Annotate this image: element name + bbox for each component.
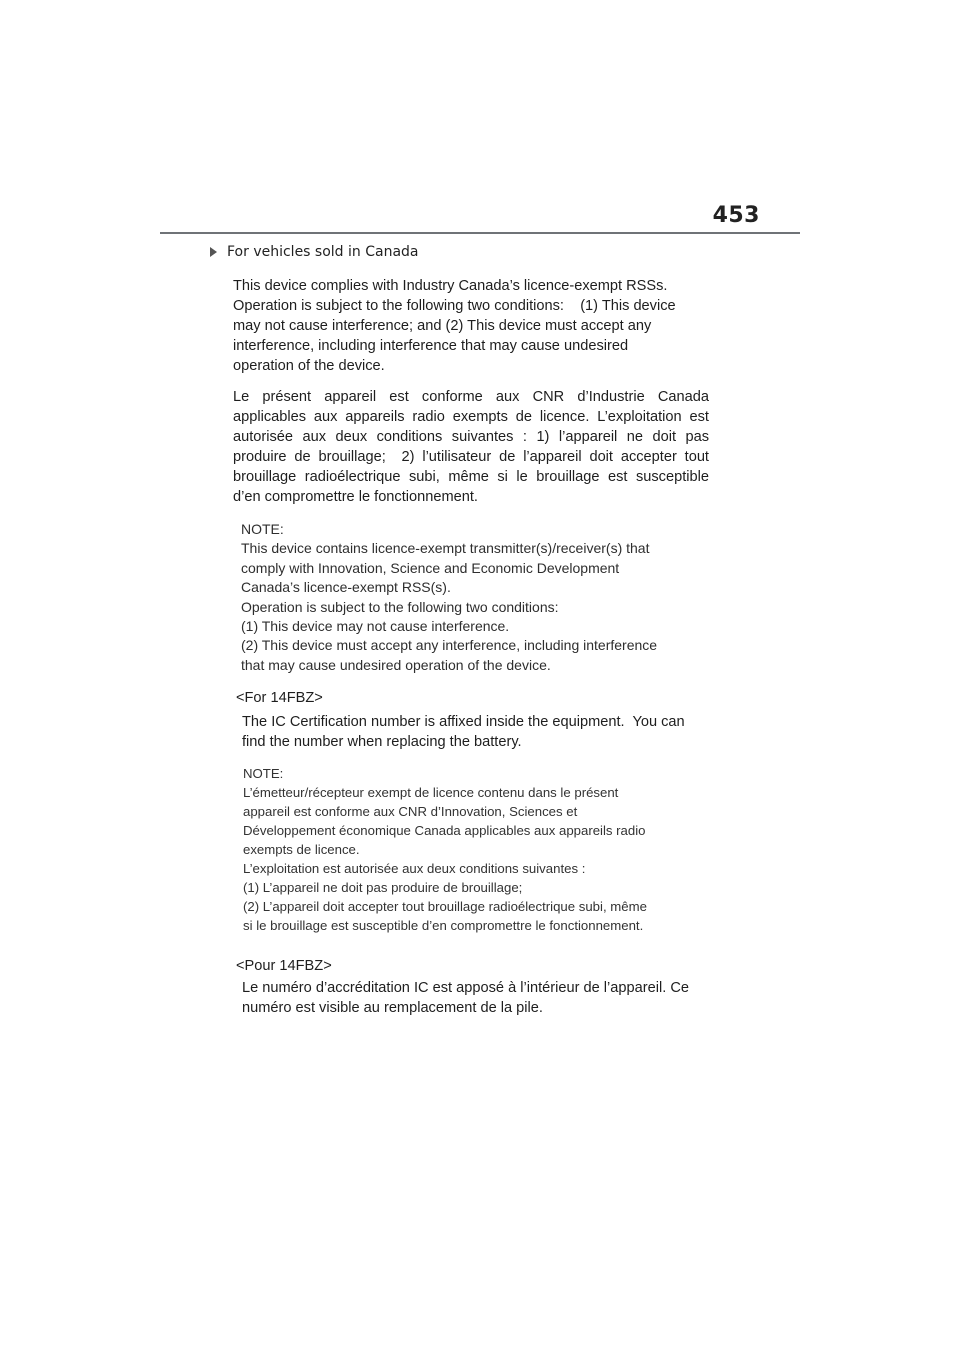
for-model-tag: <For 14FBZ>: [236, 690, 323, 706]
text-line: Le présent appareil est conforme aux CNR d’Industrie Canada: [233, 389, 709, 405]
text-line: (2) This device must accept any interference, including interference: [241, 637, 658, 654]
text-line: numéro est visible au remplacement de la pile.: [242, 1000, 543, 1016]
text-line: (1) L’appareil ne doit pas produire de brouillage;: [243, 880, 523, 895]
text-line: Canada’s licence-exempt RSS(s).: [241, 579, 451, 596]
text-line: This device contains licence-exempt transmitter(s)/receiver(s) that: [241, 540, 650, 557]
text-line: (2) L’appareil doit accepter tout brouillage radioélectrique subi, même: [243, 899, 647, 914]
page-number: 453: [712, 203, 760, 228]
text-line: L’émetteur/récepteur exempt de licence contenu dans le présent: [243, 785, 619, 800]
section-heading-text: For vehicles sold in Canada: [227, 244, 419, 260]
text-line: L’exploitation est autorisée aux deux conditions suivantes :: [243, 861, 586, 876]
text-line: Operation is subject to the following two conditions:: [241, 598, 559, 615]
text-line: interference, including interference that may cause undesired: [233, 338, 629, 354]
text-line: d’en compromettre le fonctionnement.: [233, 489, 478, 505]
ic-french-block: [242, 978, 722, 1018]
ic-english-block: [242, 712, 722, 752]
note-heading: NOTE:: [243, 766, 284, 781]
text-line: appareil est conforme aux CNR d’Innovation, Sciences et: [243, 804, 578, 819]
text-line: find the number when replacing the battery.: [242, 734, 522, 750]
text-line: (1) This device may not cause interference.: [241, 618, 510, 635]
text-line: The IC Certification number is affixed inside the equipment. You can: [242, 714, 685, 730]
french-note-block: [243, 764, 713, 935]
header-rule: [160, 232, 800, 234]
english-note-block: [241, 520, 711, 675]
english-compliance-block: [233, 276, 723, 376]
section-heading: [210, 244, 419, 260]
text-line: brouillage radioélectrique subi, même si le brouillage est susceptible: [233, 469, 709, 485]
text-line: may not cause interference; and (2) This device must accept any: [233, 318, 652, 334]
text-line: produire de brouillage; 2) l’utilisateur de l’appareil doit accepter tout: [233, 449, 709, 465]
text-line: that may cause undesired operation of the device.: [241, 656, 551, 673]
note-heading: NOTE:: [241, 521, 284, 537]
triangle-right-icon: [210, 247, 217, 257]
text-line: autorisée aux deux conditions suivantes : 1) l’appareil ne doit pas: [233, 429, 709, 445]
text-line: exempts de licence.: [243, 842, 360, 857]
text-line: Développement économique Canada applicables aux appareils radio: [243, 823, 646, 838]
text-line: comply with Innovation, Science and Economic Development: [241, 559, 620, 576]
pour-model-tag: <Pour 14FBZ>: [236, 958, 332, 974]
text-line: Operation is subject to the following two conditions: (1) This device: [233, 298, 676, 314]
text-line: This device complies with Industry Canada’s licence-exempt RSSs.: [233, 278, 668, 294]
text-line: Le numéro d’accréditation IC est apposé à l’intérieur de l’appareil. Ce: [242, 980, 689, 996]
text-line: applicables aux appareils radio exempts de licence. L’exploitation est: [233, 409, 709, 425]
text-line: si le brouillage est susceptible d’en compromettre le fonctionnement.: [243, 918, 644, 933]
french-compliance-block: [233, 387, 709, 507]
text-line: operation of the device.: [233, 358, 385, 374]
